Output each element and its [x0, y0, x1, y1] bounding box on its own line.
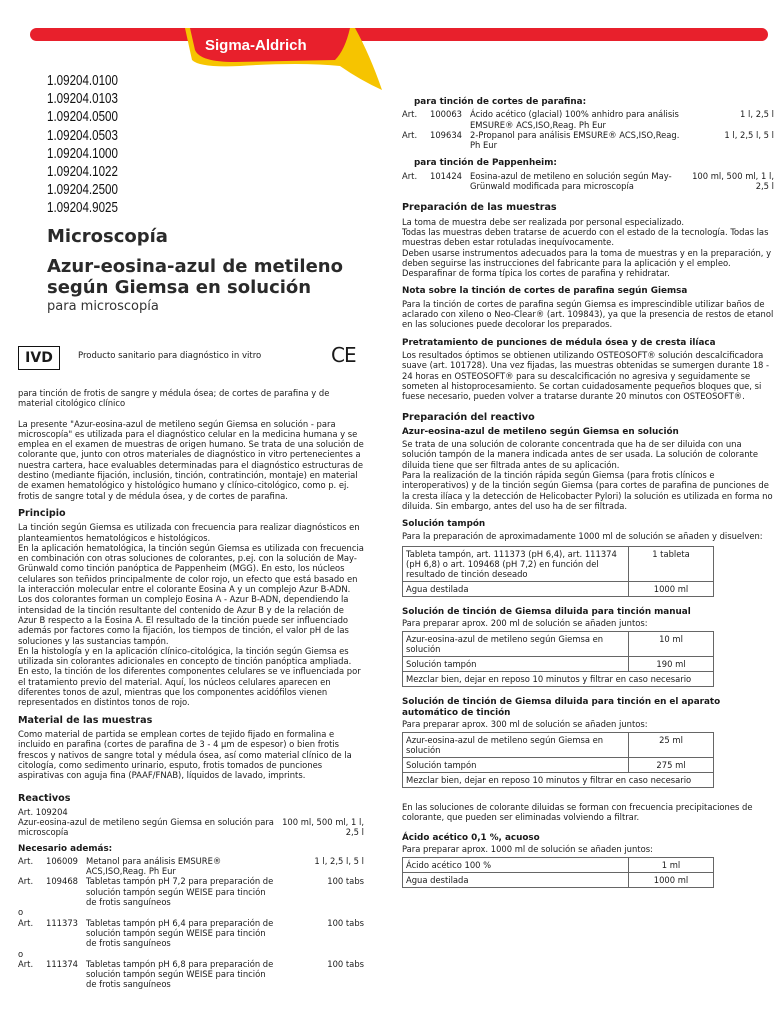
table-cell-item: Agua destilada	[403, 873, 629, 888]
article-num	[46, 949, 86, 959]
reactivo-prep-p2: Para la realización de la tinción rápida según Giemsa (para frotis clínicos e interoperativos) y de la tinción según Giemsa (para cortes de parafina de punciones de la cresta ilíaca y la detección de Helicobacter Pylori) la solución es utilizada en forma no diluida. Sin embargo, antes del uso ha de ser filtrada.	[402, 469, 773, 511]
catalog-number: 1.09204.0103	[47, 91, 118, 108]
table-cell-amount: 1 ml	[629, 858, 714, 873]
table-row	[403, 657, 714, 672]
article-art: o	[18, 907, 24, 918]
article-size: 100 ml, 500 ml, 1 l, 2,5 l	[692, 170, 774, 192]
principio-heading: Principio	[18, 507, 66, 519]
manual-mix: Mezclar bien, dejar en reposo 10 minutos y filtrar en caso necesario	[403, 672, 714, 687]
article-row	[402, 109, 774, 130]
table-cell-item: Ácido acético 100 %	[403, 858, 629, 873]
article-row	[18, 907, 364, 917]
manual-heading: Solución de tinción de Giemsa diluida para tinción manual	[402, 606, 691, 617]
pret-text: Los resultados óptimos se obtienen utilizando OSTEOSOFT® solución descalcificadora suave (art. 101728). Una vez fijadas, las muestras obtenidas se sumergen durante 18 - 24 horas en OSTEOSOFT® para su descalcificación no agresiva y seguidamente se someten al histoprocesamiento. Se cortan cuidadosamente pequeños bloques que, si fuese necesario, pueden volver a tratarse durante 20 minutos con OSTEOSOFT®.	[402, 349, 770, 402]
table-cell-item: Solución tampón	[403, 758, 629, 773]
prep-p1: La toma de muestra debe ser realizada por personal especializado.	[402, 216, 685, 227]
table-cell-amount: 10 ml	[629, 632, 714, 657]
product-title: Azur-eosina-azul de metileno según Giemsa en solución	[47, 256, 343, 298]
right-column	[402, 97, 774, 888]
reactivos-heading: Reactivos	[18, 793, 71, 805]
article-art: Art.	[18, 876, 34, 887]
table-row	[403, 758, 714, 773]
article-size: 1 l, 2,5 l, 5 l	[314, 855, 364, 866]
prep-heading: Preparación de las muestras	[402, 202, 557, 214]
prep-p4: Desparafinar de forma típica los cortes de parafina y rehidratar.	[402, 268, 670, 279]
table-row	[403, 546, 714, 581]
article-row	[402, 130, 774, 151]
article-desc	[86, 949, 274, 959]
article-art: Art.	[18, 958, 34, 969]
article-row	[18, 918, 364, 949]
nota-heading: Nota sobre la tinción de cortes de parafina según Giemsa	[402, 286, 688, 297]
article-num: 106009	[46, 855, 78, 866]
reactivo-prep-heading: Preparación del reactivo	[402, 412, 535, 424]
necesario-list	[18, 856, 364, 990]
article-row	[18, 856, 364, 877]
reactivo-size: 100 ml, 500 ml, 1 l, 2,5 l	[282, 816, 364, 838]
reactivo-name: Azur-eosina-azul de metileno según Giemsa en solución para microscopía	[18, 816, 274, 838]
catalog-number: 1.09204.0503	[47, 127, 118, 144]
table-row	[403, 632, 714, 657]
reactivo-row	[18, 817, 364, 838]
article-desc: Tabletas tampón pH 6,4 para preparación de solución tampón según WEISE para tinción de frotis sanguíneos	[86, 917, 274, 949]
tampon-table	[402, 546, 714, 597]
pappenheim-list	[402, 171, 774, 192]
acido-table	[402, 857, 714, 888]
table-cell-amount: 1000 ml	[629, 581, 714, 596]
article-art: Art.	[402, 109, 418, 120]
table-cell-amount: 275 ml	[629, 758, 714, 773]
manual-intro: Para preparar aprox. 200 ml de solución se añaden juntos:	[402, 617, 648, 628]
precip-text: En las soluciones de colorante diluidas se forman con frecuencia precipitaciones de colorante, que pueden ser eliminadas volviendo a filtrar.	[402, 802, 753, 823]
acido-heading: Ácido acético 0,1 %, acuoso	[402, 832, 540, 843]
article-size: 100 tabs	[327, 917, 364, 928]
principio-p1: La tinción según Giemsa es utilizada con frecuencia para realizar diagnósticos en planteamientos hematológicos e histológicos.	[18, 522, 360, 543]
article-row	[18, 959, 364, 990]
article-row	[18, 876, 364, 907]
table-cell-item: Agua destilada	[403, 581, 629, 596]
material-heading: Material de las muestras	[18, 714, 153, 726]
table-cell-amount: 190 ml	[629, 657, 714, 672]
material-text: Como material de partida se emplean cortes de tejido fijado en formalina e incluido en parafina (cortes de parafina de 3 - 4 µm de espesor) o bien frotis frescos y nativos de sangre total y médula ósea, así como material clínico de la citología, como sedimento urinario, esputo, frotis tomados de punciones aspirativas con aguja fina (PAAF/FNAB), líquidos de lavado, imprints.	[18, 728, 352, 781]
article-row	[18, 949, 364, 959]
article-num: 109634	[430, 129, 462, 140]
catalog-number: 1.09204.1000	[47, 145, 118, 162]
article-desc	[86, 907, 274, 917]
article-art: Art.	[18, 855, 34, 866]
catalog-number: 1.09204.9025	[47, 200, 118, 217]
pappenheim-heading: para tinción de Pappenheim:	[414, 158, 557, 169]
principio-p3: En la histología y en la aplicación clínico-citológica, la tinción según Giemsa es utilizada sin colorantes adicionales en concepto de tinción panóptica ampliada. En esto, la tinción de los diferentes componentes celulares se ve influenciada por el tratamiento previo del material. Aquí, los núcleos celulares aparecen en diferentes tonos de azul, mientras que los componentes acidófilos vienen representados en distintos tonos de rojo.	[18, 645, 361, 708]
manual-table	[402, 631, 714, 687]
principio-p2: En la aplicación hematológica, la tinción según Giemsa es utilizada con frecuencia en combinación con otras soluciones de colorantes, p.ej. con la solución de May-Grünwald como tinción panóptica de Pappenheim (MGG). En esto, los núcleos celulares son teñidos principalmente de color rojo, un efecto que está basado en la interacción molecular entre el colorante Eosina A y un complejo Azur B-ADN. Los dos colorantes forman un complejo Eosina A - Azur B-ADN, dependiendo la intensidad de la tinción resultante del contenido de Azur B y de la relación de Azur B respecto a la Eosina A. El resultado de la tinción puede ser influenciado además por factores como la fijación, los tiempos de tinción, el valor pH de las soluciones y las sustancias tampón.	[18, 542, 364, 646]
article-desc: 2-Propanol para análisis EMSURE® ACS,ISO,Reag. Ph Eur	[470, 129, 680, 151]
article-desc: Tabletas tampón pH 6,8 para preparación de solución tampón según WEISE para tinción de frotis sanguíneos	[86, 958, 274, 990]
article-size	[274, 949, 364, 959]
auto-table	[402, 732, 714, 788]
table-cell-item: Azur-eosina-azul de metileno según Giemsa en solución	[403, 632, 629, 657]
parafina-list	[402, 109, 774, 150]
prep-p2: Todas las muestras deben tratarse de acuerdo con el estado de la tecnología. Todas las muestras deben estar rotuladas inequívocamente.	[402, 226, 769, 248]
tampon-intro: Para la preparación de aproximadamente 1000 ml de solución se añaden y disuelven:	[402, 531, 763, 542]
table-cell-item: Tableta tampón, art. 111373 (pH 6,4), art. 111374 (pH 6,8) o art. 109468 (pH 7,2) en función del resultado de tinción deseado	[403, 546, 629, 581]
prep-p3: Deben usarse instrumentos adecuados para la toma de muestras y en la preparación, y deben seguirse las instrucciones del fabricante para la aplicación y el empleo.	[402, 247, 772, 268]
auto-mix: Mezclar bien, dejar en reposo 10 minutos y filtrar en caso necesario	[403, 773, 714, 788]
article-num: 109468	[46, 876, 78, 887]
catalog-number: 1.09204.2500	[47, 182, 118, 199]
table-cell-item: Azur-eosina-azul de metileno según Giemsa en solución	[403, 733, 629, 758]
article-art: Art.	[402, 129, 418, 140]
article-art: Art.	[18, 917, 34, 928]
section-heading: Microscopía	[47, 226, 168, 247]
article-num	[46, 907, 86, 917]
article-num: 111373	[46, 917, 78, 928]
reactivo-prep-p1: Se trata de una solución de colorante concentrada que ha de ser diluida con una solución tampón de la manera indicada antes de ser usada. La solución de colorante diluida tiene que ser filtrada antes de su aplicación.	[402, 439, 758, 470]
article-desc: Metanol para análisis EMSURE® ACS,ISO,Reag. Ph Eur	[86, 855, 222, 877]
ivd-text: Producto sanitario para diagnóstico in vitro	[78, 351, 262, 361]
auto-intro: Para preparar aprox. 300 ml de solución se añaden juntos:	[402, 718, 648, 729]
parafina-heading: para tinción de cortes de parafina:	[414, 97, 587, 107]
table-cell-item: Solución tampón	[403, 657, 629, 672]
intro-description: La presente "Azur-eosina-azul de metileno según Giemsa en solución - para microscopía" es utilizada para el diagnóstico celular en la medicina humana y se emplea en el examen de muestras de origen humano. Se trata de una solución de colorante que, junto con otros materiales de diagnóstico in vitro pertenecientes a nuestra cartera, hace evaluables determinadas para el diagnóstico estructuras de destino (mediante fijación, inclusión, tinción, contratinción, montaje) en material de examen hematológico y histológico humano y clínico-citológico, como p. ej. frotis de sangre total y de médula ósea, y de cortes de parafina.	[18, 418, 364, 501]
brand-logo: Sigma-Aldrich	[205, 37, 307, 54]
ce-mark: CE	[331, 343, 356, 367]
intro-usage: para tinción de frotis de sangre y médula ósea; de cortes de parafina y de material citológico clínico	[18, 388, 330, 409]
catalog-number: 1.09204.0100	[47, 73, 118, 89]
reactivo-prep-sub: Azur-eosina-azul de metileno según Giemsa en solución	[402, 426, 679, 437]
catalog-numbers	[47, 72, 136, 218]
left-column	[18, 388, 364, 990]
ivd-symbol: IVD	[18, 346, 60, 370]
reactivo-art: Art. 109204	[18, 806, 68, 817]
catalog-number: 1.09204.0500	[47, 109, 118, 126]
article-art: o	[18, 948, 24, 959]
table-row	[403, 581, 714, 596]
tampon-heading: Solución tampón	[402, 519, 486, 530]
table-row	[403, 858, 714, 873]
article-size: 1 l, 2,5 l, 5 l	[724, 129, 774, 140]
article-art: Art.	[402, 170, 418, 181]
article-size: 100 tabs	[327, 958, 364, 969]
pret-heading: Pretratamiento de punciones de médula ósea y de cresta ilíaca	[402, 337, 716, 348]
acido-intro: Para preparar aprox. 1000 ml de solución se añaden juntos:	[402, 844, 653, 855]
auto-heading: Solución de tinción de Giemsa diluida para tinción en el aparato automático de tinción	[402, 697, 721, 718]
article-desc: Ácido acético (glacial) 100% anhidro para análisis EMSURE® ACS,ISO,Reag. Ph Eur	[470, 109, 679, 130]
article-desc: Eosina-azul de metileno en solución según May-Grünwald modificada para microscopía	[470, 170, 672, 192]
product-subtitle: para microscopía	[47, 299, 159, 314]
table-cell-amount: 25 ml	[629, 733, 714, 758]
catalog-number: 1.09204.1022	[47, 164, 118, 181]
article-row	[402, 171, 774, 192]
nota-text: Para la tinción de cortes de parafina según Giemsa es imprescindible utilizar baños de aclarado con xileno o Neo-Clear® (art. 109843), ya que la presencia de restos de etanol en las soluciones puede decolorar los preparados.	[402, 298, 774, 330]
article-size: 100 tabs	[327, 876, 364, 887]
article-num: 100063	[430, 109, 462, 120]
necesario-heading: Necesario además:	[18, 843, 113, 854]
article-num: 101424	[430, 170, 462, 181]
table-cell-amount: 1000 ml	[629, 873, 714, 888]
table-row	[403, 873, 714, 888]
article-desc: Tabletas tampón pH 7,2 para preparación de solución tampón según WEISE para tinción de frotis sanguíneos	[86, 876, 274, 908]
table-cell-amount: 1 tableta	[629, 546, 714, 581]
article-size: 1 l, 2,5 l	[740, 109, 774, 120]
article-num: 111374	[46, 958, 78, 969]
article-size	[274, 907, 364, 917]
table-row	[403, 733, 714, 758]
